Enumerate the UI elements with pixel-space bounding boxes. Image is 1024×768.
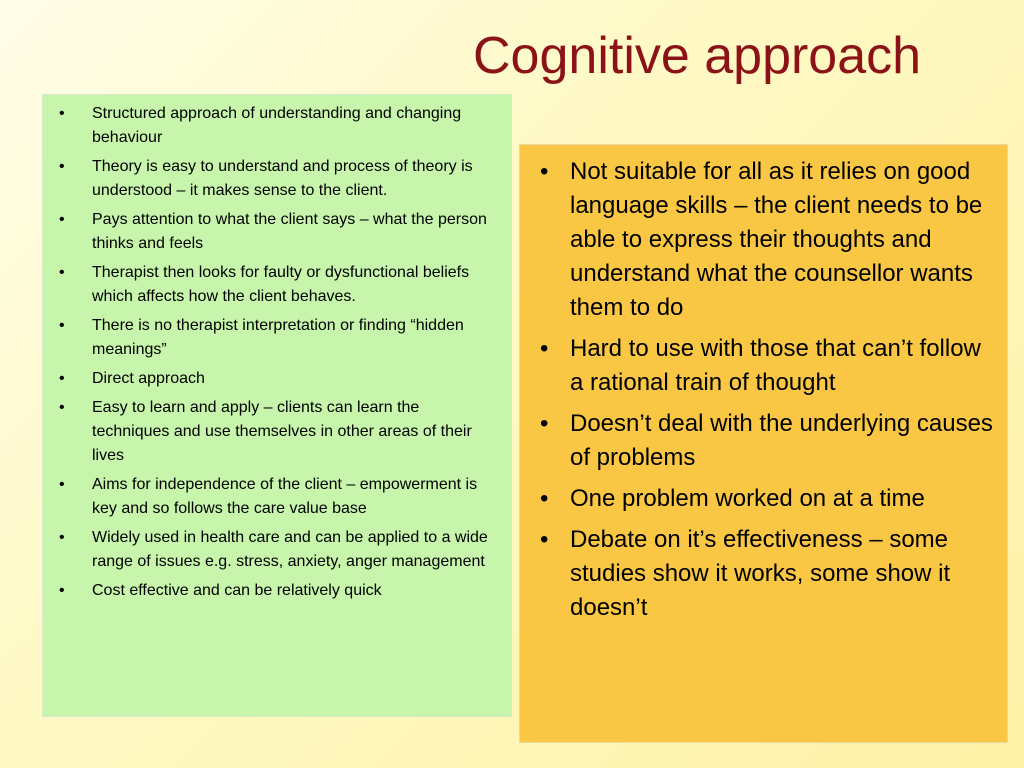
list-item: [51, 261, 499, 309]
bullet-icon: •: [540, 335, 549, 362]
list-item: [51, 367, 499, 391]
list-item-text: Hard to use with those that can’t follow a rational train of thought: [570, 335, 981, 396]
bullet-icon: •: [59, 158, 65, 175]
list-item: [532, 482, 997, 516]
list-item: [51, 314, 499, 362]
strengths-box: [42, 94, 512, 717]
list-item: [51, 208, 499, 256]
list-item: [532, 407, 997, 475]
list-item-text: There is no therapist interpretation or finding “hidden meanings”: [92, 317, 464, 358]
bullet-icon: •: [540, 158, 549, 185]
list-item-text: Not suitable for all as it relies on good language skills – the client needs to be able to express their thoughts and understand what the counsellor wants them to do: [570, 158, 983, 321]
list-item: [532, 155, 997, 325]
list-item: [51, 579, 499, 603]
list-item: [51, 102, 499, 150]
list-item-text: One problem worked on at a time: [570, 485, 925, 512]
list-item-text: Doesn’t deal with the underlying causes of problems: [570, 410, 993, 471]
list-item-text: Easy to learn and apply – clients can learn the techniques and use themselves in other areas of their lives: [92, 399, 472, 464]
list-item: [51, 396, 499, 468]
bullet-icon: •: [59, 264, 65, 281]
slide-title-text: Cognitive approach: [473, 27, 922, 85]
bullet-icon: •: [540, 485, 549, 512]
list-item-text: Widely used in health care and can be applied to a wide range of issues e.g. stress, anxiety, anger management: [92, 529, 488, 570]
list-item-text: Aims for independence of the client – empowerment is key and so follows the care value base: [92, 476, 478, 517]
list-item-text: Direct approach: [92, 370, 205, 387]
bullet-icon: •: [59, 582, 65, 599]
strengths-list: [51, 102, 499, 603]
list-item: [532, 523, 997, 625]
bullet-icon: •: [59, 211, 65, 228]
list-item-text: Pays attention to what the client says – what the person thinks and feels: [92, 211, 487, 252]
list-item-text: Debate on it’s effectiveness – some studies show it works, some show it doesn’t: [570, 526, 951, 621]
list-item-text: Cost effective and can be relatively quick: [92, 582, 382, 599]
bullet-icon: •: [540, 526, 549, 553]
list-item-text: Theory is easy to understand and process of theory is understood – it makes sense to the client.: [92, 158, 473, 199]
bullet-icon: •: [59, 105, 65, 122]
list-item: [51, 473, 499, 521]
list-item-text: Therapist then looks for faulty or dysfunctional beliefs which affects how the client behaves.: [92, 264, 470, 305]
weaknesses-box: [519, 144, 1008, 743]
list-item: [51, 526, 499, 574]
weaknesses-list: [532, 155, 997, 625]
bullet-icon: •: [540, 410, 549, 437]
list-item: [51, 155, 499, 203]
bullet-icon: •: [59, 317, 65, 334]
bullet-icon: •: [59, 529, 65, 546]
slide-title: [440, 28, 1000, 85]
list-item-text: Structured approach of understanding and changing behaviour: [92, 105, 462, 146]
bullet-icon: •: [59, 476, 65, 493]
list-item: [532, 332, 997, 400]
bullet-icon: •: [59, 370, 65, 387]
bullet-icon: •: [59, 399, 65, 416]
